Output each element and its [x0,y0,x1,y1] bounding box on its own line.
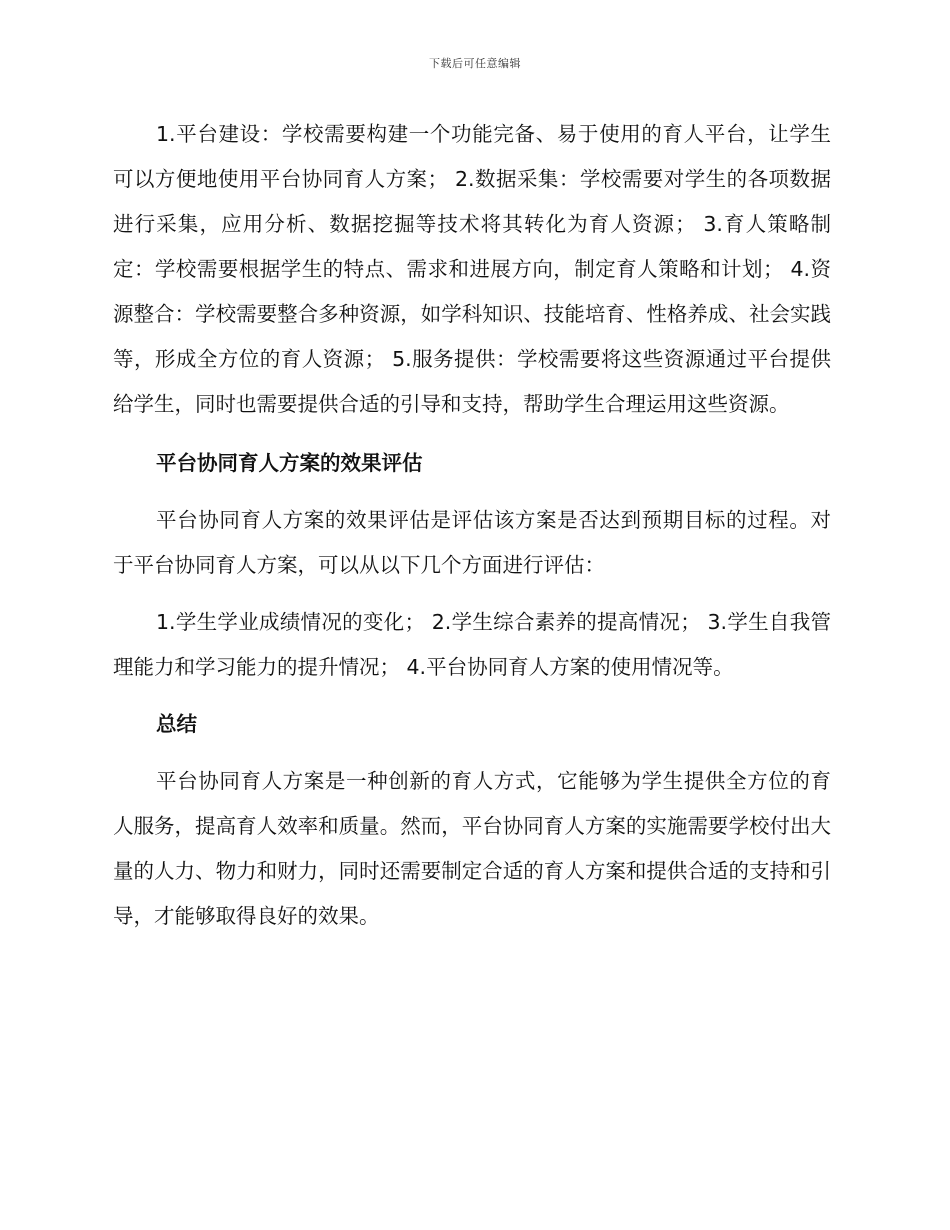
section-heading-summary: 总结 [156,712,197,736]
paragraph-evaluation-intro: 平台协同育人方案的效果评估是评估该方案是否达到预期目标的过程。对于平台协同育人方案，可以从以下几个方面进行评估： [113,508,831,577]
paragraph-summary: 平台协同育人方案是一种创新的育人方式，它能够为学生提供全方位的育人服务，提高育人效率和质量。然而，平台协同育人方案的实施需要学校付出大量的人力、物力和财力，同时还需要制定合适的育人方案和提供合适的支持和引导，才能够取得良好的效果。 [113,769,831,928]
paragraph-implementation-steps: 1.平台建设：学校需要构建一个功能完备、易于使用的育人平台，让学生可以方便地使用平台协同育人方案； 2.数据采集：学校需要对学生的各项数据进行采集，应用分析、数据挖掘等技术将其转化为育人资源； 3.育人策略制定：学校需要根据学生的特点、需求和进展方向，制定育人策略和计划； 4.资源整合：学校需要整合多种资源，如学科知识、技能培育、性格养成、社会实践等，形成全方位的育人资源； 5.服务提供：学校需要将这些资源通过平台提供给学生，同时也需要提供合适的引导和支持，帮助学生合理运用这些资源。 [113,122,831,416]
section-heading-evaluation: 平台协同育人方案的效果评估 [156,451,423,475]
document-body [113,112,831,939]
paragraph-evaluation-aspects: 1.学生学业成绩情况的变化； 2.学生综合素养的提高情况； 3.学生自我管理能力和学习能力的提升情况； 4.平台协同育人方案的使用情况等。 [113,610,831,679]
header-note: 下载后可任意编辑 [429,57,521,70]
